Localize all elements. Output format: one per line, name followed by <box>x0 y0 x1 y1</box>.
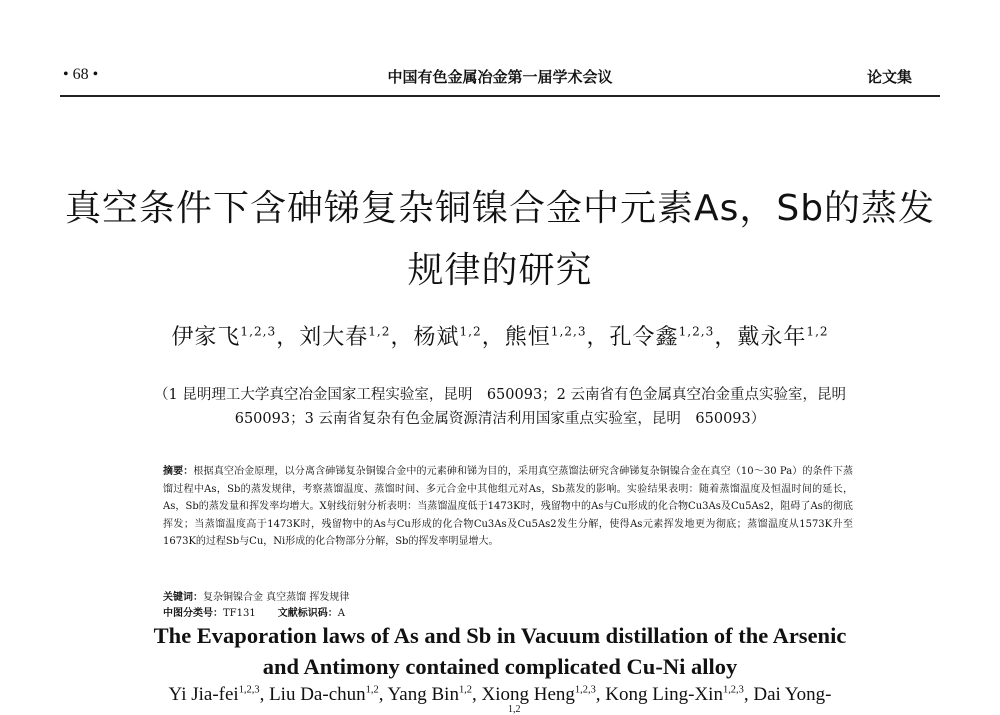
author-separator: ， <box>586 325 610 350</box>
author-affiliation-superscript: 1,2,3 <box>238 684 260 696</box>
author-separator: , <box>378 684 388 705</box>
author-name: 戴永年 <box>737 325 807 350</box>
abstract-label: 摘要： <box>163 466 194 477</box>
author-separator: , <box>472 684 482 705</box>
classification <box>163 604 345 619</box>
author-affiliation-superscript: 1,2,3 <box>574 684 596 696</box>
page-number: • 68 • <box>63 66 99 83</box>
author-name: Liu Da-chun <box>269 684 366 705</box>
author-name: Dai Yong- <box>753 684 832 705</box>
section-label: 论文集 <box>866 68 912 86</box>
affiliations <box>90 383 910 431</box>
author-affiliation-superscript: 1,2 <box>458 684 472 696</box>
author-tail-superscript: 1,2 <box>508 704 521 715</box>
author-affiliation-superscript: 1,2 <box>368 324 391 339</box>
clc-value: TF131 <box>223 608 256 619</box>
keywords <box>163 588 349 603</box>
chinese-author-list <box>0 320 1000 351</box>
author-name: 熊恒 <box>504 325 551 350</box>
author-separator: , <box>743 684 754 705</box>
author-name: 孔令鑫 <box>609 325 679 350</box>
english-author-list <box>0 684 1000 706</box>
english-title-line-1: The Evaporation laws of As and Sb in Vacuum distillation of the Arsenic <box>153 623 847 648</box>
author-name: Kong Ling-Xin <box>605 684 723 705</box>
author-separator: ， <box>276 325 300 350</box>
keywords-label: 关键词： <box>163 592 203 603</box>
author-name: 刘大春 <box>299 325 369 350</box>
journal-title: 中国有色金属冶金第一届学术会议 <box>387 68 613 86</box>
abstract <box>163 463 853 551</box>
doc-code-label: 文献标识码： <box>277 608 338 619</box>
author-separator: ， <box>390 325 414 350</box>
author-affiliation-superscript: 1,2 <box>806 324 829 339</box>
author-separator: ， <box>481 325 505 350</box>
chinese-title-line-1: 真空条件下含砷锑复杂铜镍合金中元素As，Sb的蒸发 <box>64 188 936 229</box>
clc-label: 中图分类号： <box>163 608 223 619</box>
author-separator: , <box>259 684 270 705</box>
english-title-line-2: and Antimony contained complicated Cu-Ni alloy <box>262 654 738 679</box>
header-rule <box>60 95 940 97</box>
author-name: 杨斌 <box>413 325 460 350</box>
author-name: 伊家飞 <box>171 325 241 350</box>
author-affiliation-superscript: 1,2 <box>365 684 379 696</box>
author-affiliation-superscript: 1,2 <box>459 324 482 339</box>
author-affiliation-superscript: 1,2,3 <box>722 684 744 696</box>
chinese-title-line-2: 规律的研究 <box>407 250 593 291</box>
doc-code-value: A <box>337 608 345 619</box>
author-affiliation-superscript: 1,2,3 <box>240 324 277 339</box>
author-affiliation-superscript: 1,2,3 <box>678 324 715 339</box>
author-name: Yi Jia-fei <box>168 684 239 705</box>
author-name: Yang Bin <box>387 684 459 705</box>
author-separator: , <box>595 684 606 705</box>
author-affiliation-superscript: 1,2,3 <box>550 324 587 339</box>
affiliation-line-1: （1 昆明理工大学真空冶金国家工程实验室，昆明 650093；2 云南省有色金属真空冶金重点实验室，昆明 <box>153 387 847 403</box>
author-name: Xiong Heng <box>481 684 575 705</box>
author-separator: ， <box>714 325 738 350</box>
abstract-text: 根据真空冶金原理，以分离含砷锑复杂铜镍合金中的元素砷和锑为目的，采用真空蒸馏法研究含砷锑复杂铜镍合金在真空（10～30 Pa）的条件下蒸馏过程中As，Sb的蒸发规律，考察蒸馏温度、蒸馏时间、多元合金中其他组元对As，Sb蒸发的影响。实验结果表明：随着蒸馏温度及恒温时间的延长，As，Sb的蒸发量和挥发率均增大。X射线衍射分析表明：当蒸馏温度低于1473K时，残留物中的As与Cu形成的化合物Cu3As及Cu5As2，阻碍了As的彻底挥发；当蒸馏温度高于1473K时，残留物中的As与Cu形成的化合物Cu3As及Cu5As2发生分解，使得As元素挥发地更为彻底；蒸馏温度从1573K升至1673K的过程Sb与Cu，Ni形成的化合物部分分解，Sb的挥发率明显增大。 <box>163 466 854 547</box>
affiliation-line-2: 650093；3 云南省复杂有色金属资源清洁利用国家重点实验室，昆明 650093） <box>234 411 766 427</box>
keywords-text: 复杂铜镍合金 真空蒸馏 挥发规律 <box>203 592 350 603</box>
